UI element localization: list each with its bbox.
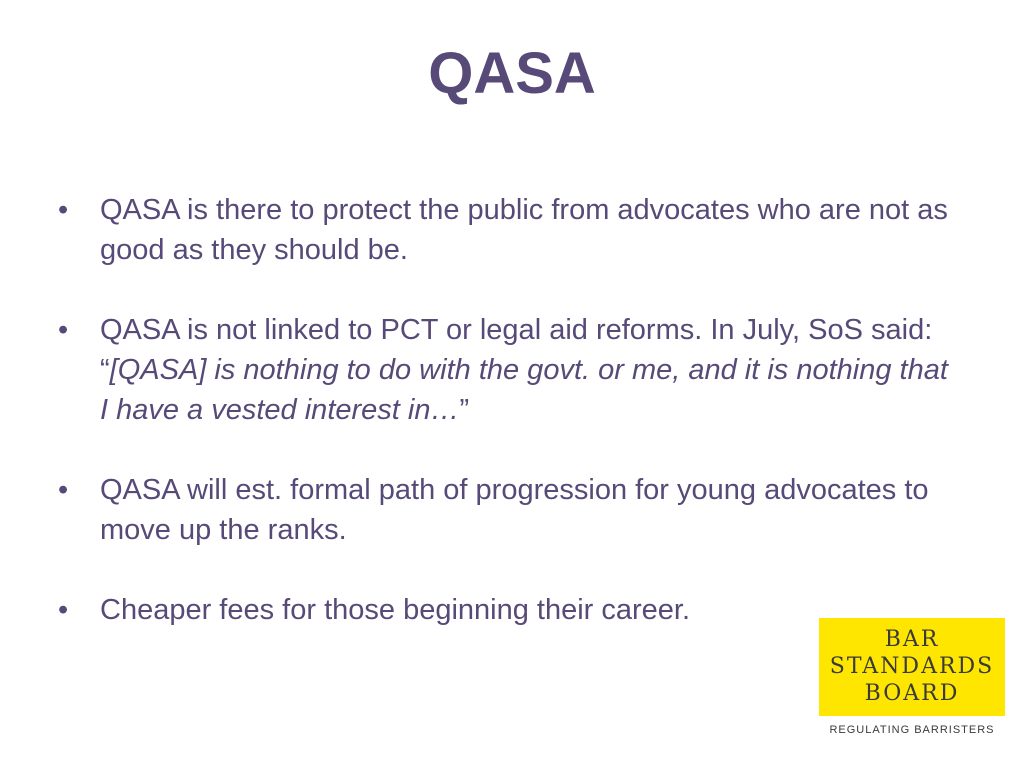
bullet-text: QASA will est. formal path of progression for young advocates to move up the ranks. <box>100 474 929 546</box>
bullet-marker: • <box>58 474 69 506</box>
bullet-marker: • <box>58 314 69 346</box>
bullet-list <box>58 190 958 670</box>
bullet-quote-close: ” <box>459 394 470 426</box>
bullet-marker: • <box>58 194 69 226</box>
slide-title: QASA <box>428 41 596 106</box>
logo-tagline: REGULATING BARRISTERS <box>829 724 995 736</box>
logo-line: BOARD <box>864 681 960 706</box>
logo-line: STANDARDS <box>829 654 995 679</box>
bullet-text: Cheaper fees for those beginning their career. <box>100 594 691 626</box>
bullet-quote: [QASA] is nothing to do with the govt. or me, and it is nothing that I have a vested interest in… <box>100 354 948 426</box>
bullet-text: QASA is not linked to PCT or legal aid reforms. In July, SoS said: “ <box>100 314 933 386</box>
bar-standards-board-logo <box>819 618 1005 716</box>
bullet-item <box>58 470 958 550</box>
bullet-marker: • <box>58 594 69 626</box>
bullet-item <box>58 310 958 430</box>
bullet-item <box>58 190 958 270</box>
logo-line: BAR <box>884 627 940 652</box>
bullet-text: QASA is there to protect the public from advocates who are not as good as they should be. <box>100 194 948 266</box>
